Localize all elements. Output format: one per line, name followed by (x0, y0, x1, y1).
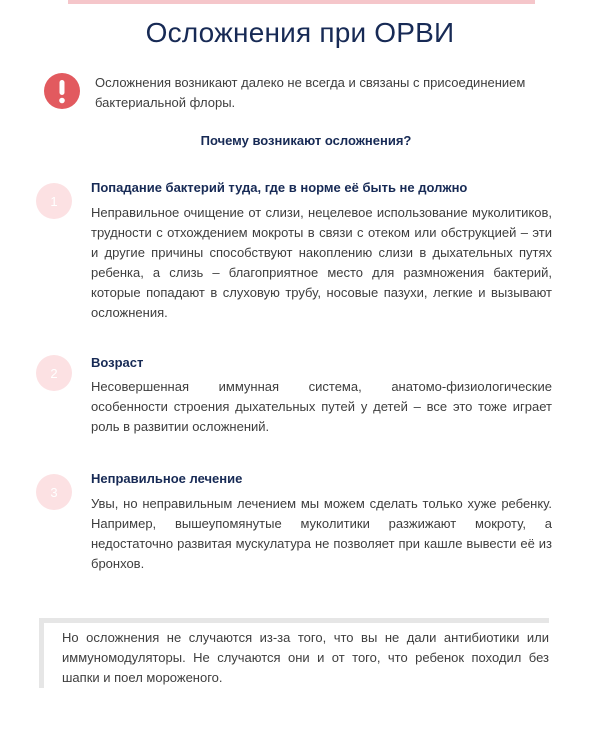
reason-title: Возраст (91, 355, 144, 370)
alert-text: Осложнения возникают далеко не всегда и связаны с присоединением бактериальной флоры. (95, 75, 526, 110)
page-title: Осложнения при ОРВИ (145, 17, 455, 48)
quote-text: Но осложнения не случаются из-за того, что вы не дали антибиотики или иммуномодуляторы. Не случаются они и от того, что ребенок походил без шапки и поел мороженого. (62, 630, 549, 685)
number-badge-icon: 2 (36, 355, 72, 391)
quote-callout (39, 618, 549, 688)
reason-title: Попадание бактерий туда, где в норме её быть не должно (91, 180, 468, 195)
exclamation-icon (44, 73, 80, 109)
reason-body: Увы, но неправильным лечением мы можем сделать только хуже ребенку. Например, вышеупомянутые муколитики разжижают мокроту, а недостаточно развитая мускулатура не позволяет при кашле вывести её из бронхов. (91, 496, 552, 571)
exclamation-glyph-icon (44, 73, 80, 109)
number-badge-icon: 3 (36, 474, 72, 510)
reason-body: Несовершенная иммунная система, анатомо-физиологические особенности строения дыхательных путей у детей – все это тоже играет роль в развитии осложнений. (91, 379, 552, 434)
top-decorative-bar (68, 0, 535, 4)
reason-body: Неправильное очищение от слизи, нецелевое использование муколитиков, трудности с отхождением мокроты в связи с отеком или обструкцией – эти и другие причины способствуют накоплению слизи в дыхательных путях ребенка, а слизь – благоприятное место для размножения бактерий, которые попадают в слуховую трубу, носовые пазухи, легкие и вызывают осложнения. (91, 205, 552, 320)
reason-title: Неправильное лечение (91, 471, 243, 486)
number-badge-icon: 1 (36, 183, 72, 219)
section-question-heading: Почему возникают осложнения? (200, 133, 412, 148)
